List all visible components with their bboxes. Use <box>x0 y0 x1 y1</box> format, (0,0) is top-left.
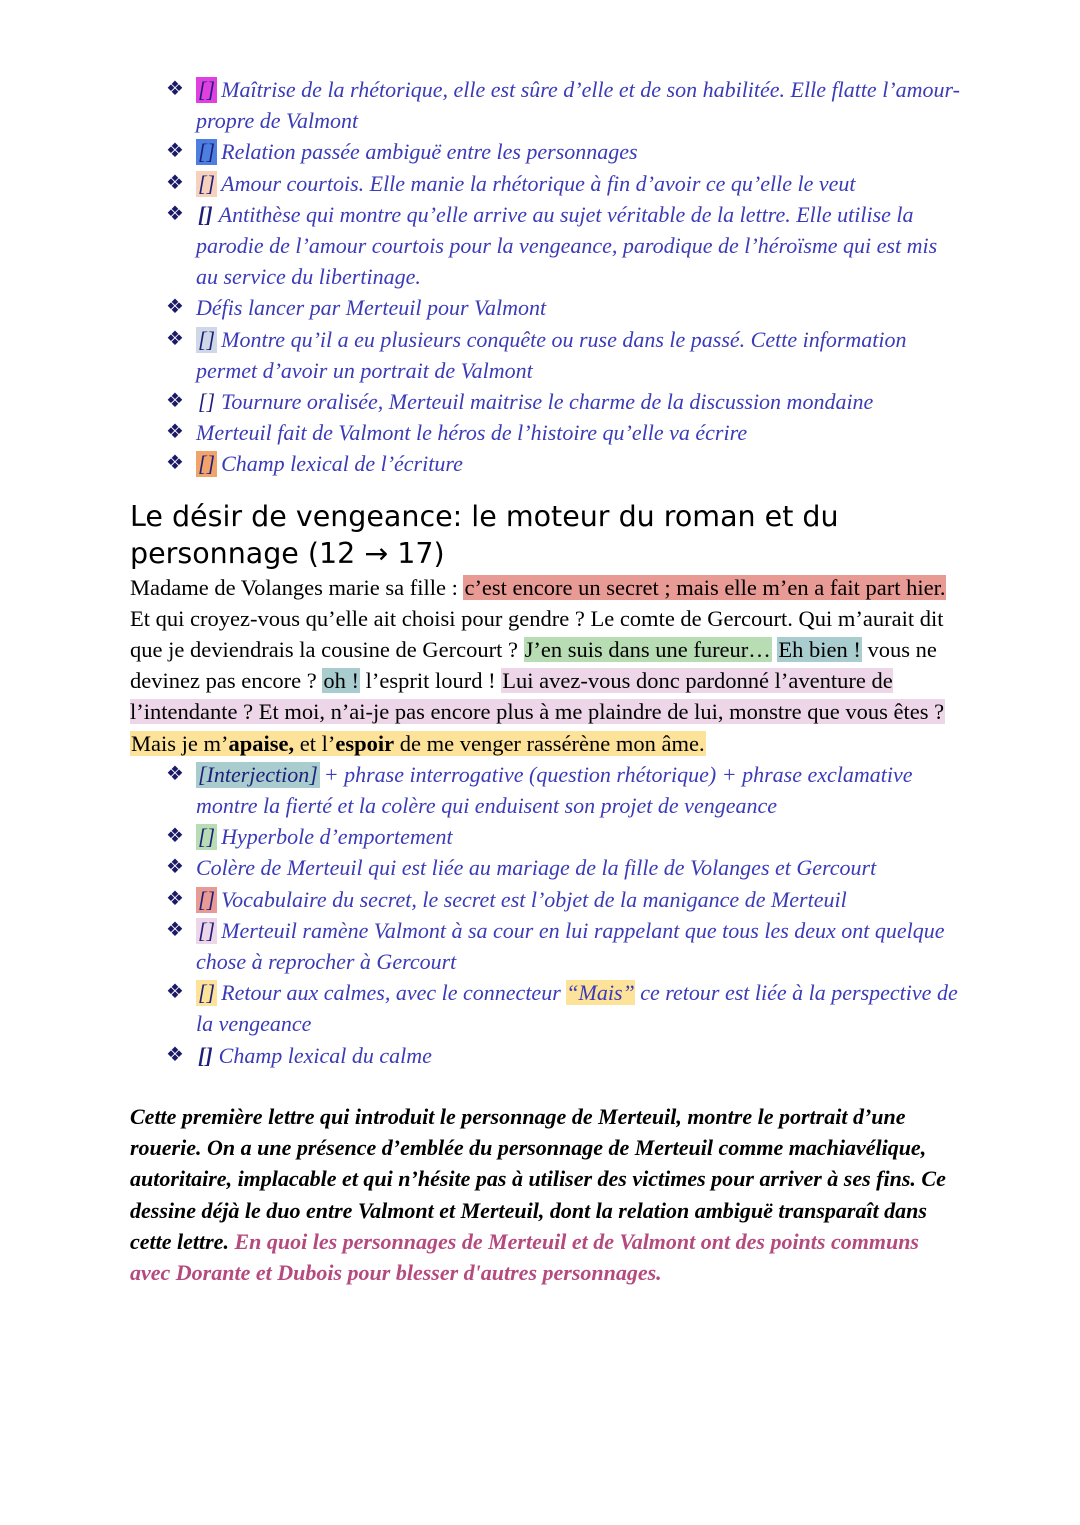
bullet-text: Colère de Merteuil qui est liée au mariage de la fille de Volanges et Gercourt <box>196 855 877 881</box>
bullet-text: Maîtrise de la rhétorique, elle est sûre d’elle et de son habilitée. Elle flatte l’amour-propre de Valmont <box>196 77 960 134</box>
diamond-bullet-icon: ❖ <box>166 171 184 194</box>
diamond-bullet-icon: ❖ <box>166 918 184 941</box>
diamond-bullet-icon: ❖ <box>166 140 184 163</box>
color-tag: [] <box>198 824 216 850</box>
conclusion-question: En quoi les personnages de Merteuil et de Valmont ont des points communs avec Dorante et Dubois pour blesser d'autres personnages. <box>130 1228 919 1285</box>
passage-segment: Mais je m’ <box>131 730 229 756</box>
bullet-text: Défis lancer par Merteuil pour Valmont <box>196 295 547 321</box>
bullet-text: Hyperbole d’emportement <box>221 824 453 850</box>
bullet-text: Merteuil fait de Valmont le héros de l’histoire qu’elle va écrire <box>196 420 748 446</box>
highlight-hyperbole: J’en suis dans une fureur… <box>524 637 771 663</box>
document-page <box>130 74 960 1288</box>
highlight-calm <box>130 731 706 756</box>
bullet-item <box>166 324 960 386</box>
bullet-text: Retour aux calmes, avec le connecteur <box>221 980 561 1006</box>
color-tag: [] <box>198 77 216 102</box>
bullet-text: Montre qu’il a eu plusieurs conquête ou ruse dans le passé. Cette information permet d’avoir un portrait de Valmont <box>196 326 907 383</box>
diamond-bullet-icon: ❖ <box>166 452 184 475</box>
color-tag: [] <box>198 917 216 943</box>
bullet-item <box>166 915 960 977</box>
highlight-secret: c’est encore un secret ; mais elle m’en a fait part hier. <box>464 574 946 600</box>
bullet-item <box>166 448 960 479</box>
diamond-bullet-icon: ❖ <box>166 825 184 848</box>
color-tag: [] <box>198 1042 213 1068</box>
quoted-connector: “Mais” <box>566 980 635 1006</box>
bullet-text: Vocabulaire du secret, le secret est l’objet de la manigance de Merteuil <box>221 886 847 912</box>
diamond-bullet-icon: ❖ <box>166 856 184 879</box>
bullet-item <box>166 759 960 821</box>
conclusion-paragraph <box>130 1101 960 1288</box>
bullet-item <box>166 168 960 199</box>
bullet-item <box>166 977 960 1039</box>
highlight-interjection: Eh bien ! <box>778 637 861 663</box>
diamond-bullet-icon: ❖ <box>166 202 184 225</box>
color-tag: [Interjection] <box>198 761 318 787</box>
color-tag: [] <box>198 326 216 352</box>
bullet-item <box>166 136 960 167</box>
bullet-text: ce retour est liée à la perspective de la vengeance <box>196 980 958 1037</box>
bullet-text: Champ lexical de l’écriture <box>221 451 463 477</box>
bullet-item <box>166 386 960 417</box>
analysis-list-1 <box>130 74 960 480</box>
highlight-reproach: Lui avez-vous donc pardonné l’aventure de l’intendante ? Et moi, n’ai-je pas encore plus à me plaindre de lui, monstre que vous êtes ? <box>130 668 945 725</box>
passage-segment: et l’ <box>294 730 336 756</box>
calm-keyword: apaise, <box>228 730 295 756</box>
diamond-bullet-icon: ❖ <box>166 981 184 1004</box>
color-tag: [] <box>198 980 216 1006</box>
color-tag: [] <box>198 886 216 912</box>
bullet-item <box>166 417 960 448</box>
diamond-bullet-icon: ❖ <box>166 1043 184 1066</box>
quoted-passage <box>130 572 960 759</box>
diamond-bullet-icon: ❖ <box>166 762 184 785</box>
diamond-bullet-icon: ❖ <box>166 887 184 910</box>
analysis-list-2 <box>130 759 960 1071</box>
bullet-item <box>166 884 960 915</box>
passage-segment: vous ne devinez pas encore ? <box>130 637 937 694</box>
highlight-interjection: oh ! <box>323 668 360 694</box>
diamond-bullet-icon: ❖ <box>166 327 184 350</box>
passage-segment: Et qui croyez-vous qu’elle ait choisi pour gendre ? Le comte de Gercourt. Qui m’aurait dit que je deviendrais la cousine de Gercourt ? <box>130 605 944 663</box>
diamond-bullet-icon: ❖ <box>166 296 184 319</box>
bullet-text: Relation passée ambiguë entre les personnages <box>221 139 638 165</box>
bullet-item <box>166 74 960 136</box>
bullet-text: Champ lexical du calme <box>218 1042 432 1068</box>
bullet-item <box>166 852 960 883</box>
passage-segment: Madame de Volanges marie sa fille : <box>130 574 464 600</box>
color-tag: [] <box>198 451 216 477</box>
section-heading: Le désir de vengeance: le moteur du roman et du personnage (12 → 17) <box>130 499 839 570</box>
calm-keyword: espoir <box>335 730 395 756</box>
diamond-bullet-icon: ❖ <box>166 421 184 444</box>
conclusion-text: Cette première lettre qui introduit le personnage de Merteuil, montre le portrait d’une rouerie. On a une présence d’emblée du personnage de Merteuil comme machiavélique, autoritaire, implacable et qui n’hésite pas à utiliser des victimes pour arriver à ses fins. Ce dessine déjà le duo entre Valmont et Merteuil, dont la relation ambiguë transparaît dans cette lettre. <box>130 1103 946 1254</box>
bullet-item <box>166 199 960 293</box>
bullet-item <box>166 821 960 852</box>
color-tag: [] <box>198 201 213 227</box>
diamond-bullet-icon: ❖ <box>166 390 184 413</box>
bullet-text: + phrase interrogative (question rhétorique) + phrase exclamative montre la fierté et la colère qui enduisent son projet de vengeance <box>196 761 913 819</box>
color-tag: [] <box>198 389 216 415</box>
bullet-item <box>166 292 960 323</box>
color-tag: [] <box>198 139 216 165</box>
passage-segment: l’esprit lourd ! <box>360 668 502 694</box>
bullet-text: Antithèse qui montre qu’elle arrive au sujet véritable de la lettre. Elle utilise la parodie de l’amour courtois pour la vengeance, parodique de l’héroïsme qui est mis au service du libertinage. <box>196 201 938 290</box>
bullet-text: Amour courtois. Elle manie la rhétorique à fin d’avoir ce qu’elle le veut <box>221 170 856 196</box>
diamond-bullet-icon: ❖ <box>166 78 184 100</box>
bullet-text: Merteuil ramène Valmont à sa cour en lui rappelant que tous les deux ont quelque chose à reprocher à Gercourt <box>196 917 945 975</box>
bullet-text: Tournure oralisée, Merteuil maitrise le charme de la discussion mondaine <box>221 389 874 415</box>
color-tag: [] <box>198 170 216 196</box>
bullet-item <box>166 1040 960 1071</box>
passage-segment: de me venger rassérène mon âme. <box>394 730 705 756</box>
